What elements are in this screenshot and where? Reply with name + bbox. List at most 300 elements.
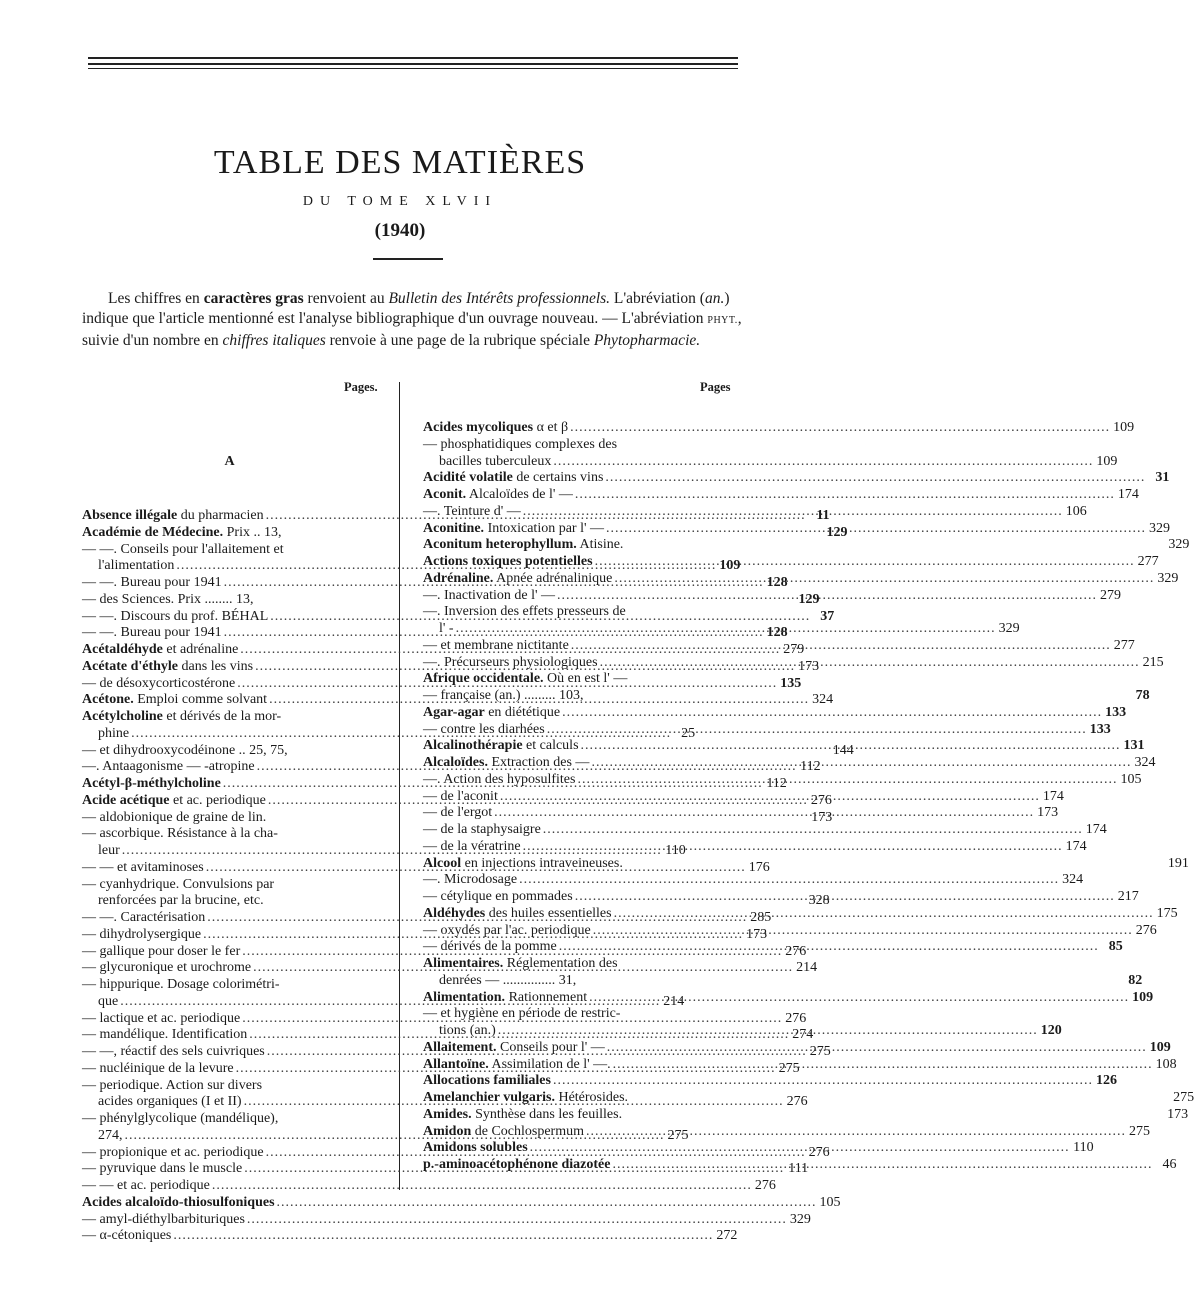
page-number: 173 <box>1167 1106 1189 1122</box>
entry-description: — et hygiène en période de restric- <box>423 1006 621 1022</box>
page-number: 329 <box>789 1211 811 1227</box>
entry-text <box>82 525 281 542</box>
index-entry <box>82 877 377 894</box>
entry-text <box>423 1040 605 1057</box>
leader-dots <box>589 990 1129 1007</box>
entry-text <box>423 856 623 873</box>
entry-description: Atisine. <box>576 537 624 553</box>
entry-description: — française (an.) ......... 103, <box>423 688 584 703</box>
entry-text <box>82 743 288 760</box>
entry-term: Acides mycoliques <box>423 420 534 435</box>
entry-description: — α-cétoniques <box>82 1228 172 1244</box>
entry-text <box>82 877 274 894</box>
leader-dots <box>543 822 1083 839</box>
leader-dots <box>571 638 1111 655</box>
entry-text <box>423 688 584 705</box>
intro-text-bold: caractères gras <box>203 290 304 307</box>
entry-term: Actions toxiques potentielles <box>423 554 593 569</box>
entry-text <box>423 588 555 605</box>
page-number: 324 <box>812 692 834 708</box>
section-letter: A <box>224 454 235 469</box>
entry-description: — — et avitaminoses <box>82 859 204 875</box>
entry-description: du pharmacien <box>177 508 264 523</box>
entry-description: Extraction des — <box>487 755 590 770</box>
intro-text: ) indique que l'article mentionné est l'analyse bibliographique d'un ouvrage nouveau. — L'abréviation <box>82 290 730 327</box>
page-number: 110 <box>665 843 686 858</box>
leader-dots <box>614 571 1154 588</box>
entry-text <box>423 504 521 521</box>
entry-description: — —. Bureau pour 1941 <box>82 575 222 590</box>
entry-text <box>98 558 174 575</box>
leader-dots <box>557 588 1097 605</box>
page-number: 108 <box>1155 1056 1177 1072</box>
leader-dots <box>500 789 1040 806</box>
entry-text <box>82 542 284 559</box>
leader-dots <box>593 923 1133 940</box>
page-number: 128 <box>766 625 788 641</box>
entry-text <box>423 437 617 454</box>
page-number: 214 <box>663 993 685 1009</box>
page-number: 275 <box>1129 1123 1150 1139</box>
entry-description: Apnée adrénalinique <box>493 570 613 586</box>
entry-text <box>423 939 557 956</box>
page-title: TABLE DES MATIÈRES <box>213 144 587 181</box>
page-number: 275 <box>667 1127 689 1143</box>
leader-dots <box>553 454 1093 471</box>
entry-description: —. Inactivation de l' — <box>423 587 555 603</box>
page-number: 37 <box>820 608 835 624</box>
entry-description: — —. Discours du prof. BÉHAL <box>82 608 269 624</box>
top-rule-2 <box>88 63 738 65</box>
entry-description: Alcaloïdes de l' — <box>466 487 573 502</box>
entry-description: Hétérosides. <box>554 1090 629 1105</box>
intro-text: renvoient au <box>303 290 389 307</box>
page-number: 85 <box>1108 939 1123 955</box>
entry-description: Synthèse dans les feuilles. <box>471 1106 623 1122</box>
entry-text <box>423 738 579 755</box>
page-number: 276 <box>754 1178 776 1193</box>
entry-text <box>82 692 267 709</box>
entry-description: — amyl-diéthylbarbituriques <box>82 1211 245 1227</box>
page-number: 105 <box>1120 771 1142 787</box>
leader-dots <box>562 705 1102 722</box>
entry-text <box>82 609 268 626</box>
leader-dots <box>607 1040 1147 1057</box>
entry-term: Alcaloïdes. <box>423 755 488 770</box>
index-entry <box>82 1178 776 1195</box>
page-number: 109 <box>1096 453 1118 469</box>
entry-description: —. Inversion des effets presseurs de <box>423 604 626 620</box>
page-number: 279 <box>1100 587 1121 603</box>
entry-text <box>98 843 120 860</box>
entry-term: Alimentation. <box>423 989 506 1005</box>
intro-text: renvoie à une page de la rubrique spéciale <box>325 332 594 349</box>
entry-term: Acétaldéhyde <box>82 642 163 657</box>
entry-term: Allocations familiales <box>423 1073 551 1089</box>
entry-description: — —. Caractérisation <box>82 910 206 925</box>
entry-text <box>82 575 222 592</box>
entry-text <box>82 1161 242 1178</box>
entry-text <box>439 621 454 638</box>
intro-text: L'abréviation ( <box>610 290 705 307</box>
entry-description: —. Teinture d' — <box>423 503 521 519</box>
leader-dots <box>547 722 1087 739</box>
entry-term: Amidons solubles <box>423 1140 528 1156</box>
entry-text <box>82 1027 247 1044</box>
entry-term: Alimentaires. <box>423 956 504 971</box>
leader-dots <box>523 839 1063 856</box>
page-number: 174 <box>1065 838 1087 854</box>
entry-term: Acides alcaloïdo-thiosulfoniques <box>82 1194 275 1210</box>
entry-description: et adrénaline <box>162 642 239 657</box>
entry-description: que <box>98 993 119 1009</box>
index-entry <box>423 972 1143 990</box>
entry-text <box>423 789 498 806</box>
entry-text <box>82 977 280 994</box>
entry-text <box>423 923 591 940</box>
page-number: 105 <box>819 1194 841 1210</box>
entry-description: et ac. periodique <box>169 792 266 808</box>
page-number: 129 <box>798 591 820 607</box>
page-number: 129 <box>826 524 848 540</box>
index-entry <box>423 554 1159 571</box>
index-entry <box>82 542 377 559</box>
entry-term: Alcalinothérapie <box>423 738 523 754</box>
index-entry <box>423 437 736 454</box>
page-number: 277 <box>1113 637 1135 653</box>
leader-dots <box>581 738 1121 755</box>
entry-description: —. Microdosage <box>423 872 518 888</box>
index-entry <box>423 453 1118 471</box>
index-entry <box>82 1228 738 1245</box>
entry-text <box>439 973 576 990</box>
entry-description: Intoxication par l' — <box>484 520 604 536</box>
page-number: 112 <box>766 776 787 791</box>
entry-description: — cyanhydrique. Convulsions par <box>82 876 275 892</box>
page-number: 173 <box>798 658 820 674</box>
entry-text <box>98 994 118 1011</box>
index-entry <box>82 1111 377 1128</box>
entry-text <box>82 1111 278 1128</box>
index-entry <box>423 487 1139 504</box>
index-entry <box>82 709 377 726</box>
entry-text <box>82 1061 234 1078</box>
entry-text <box>423 772 575 789</box>
entry-text <box>82 776 221 793</box>
entry-description: Conseils pour l' — <box>496 1039 605 1055</box>
leader-dots <box>577 772 1117 789</box>
entry-text <box>82 810 266 827</box>
leader-dots <box>212 1178 752 1195</box>
entry-text <box>98 726 129 743</box>
page-number: 191 <box>1167 855 1189 871</box>
entry-text <box>423 671 627 688</box>
entry-text <box>423 655 598 672</box>
page-number: 109 <box>1113 420 1135 435</box>
entry-description: — — et ac. periodique <box>82 1178 210 1193</box>
entry-description: des huiles essentielles <box>485 905 612 921</box>
page-number: 144 <box>832 742 854 758</box>
entry-text <box>82 960 251 977</box>
index-entry <box>423 537 1190 554</box>
index-entry <box>82 826 377 843</box>
intro-text-italic: Phytopharmacie. <box>593 332 701 349</box>
entry-text <box>82 826 278 843</box>
entry-description: — ascorbique. Résistance à la cha- <box>82 826 278 842</box>
leader-dots <box>575 487 1115 504</box>
entry-text <box>82 659 253 676</box>
entry-description: phine <box>98 725 130 741</box>
page-number: 135 <box>780 675 802 691</box>
index-entry <box>423 838 1087 856</box>
entry-description: —. Action des hyposulfites <box>423 771 576 787</box>
entry-text <box>82 642 238 659</box>
entry-text <box>98 1128 123 1145</box>
leader-dots <box>494 805 1034 822</box>
page-number: 112 <box>800 759 821 775</box>
page-number: 275 <box>809 1044 831 1059</box>
entry-term: Allantoïne. <box>423 1056 489 1072</box>
entry-description: bacilles tuberculeux <box>439 453 552 469</box>
page-number: 109 <box>1149 1039 1171 1055</box>
page-number: 173 <box>746 926 768 942</box>
page-number: 276 <box>1135 922 1157 938</box>
leader-dots <box>605 470 1145 487</box>
entry-text <box>98 893 264 910</box>
page-number: 109 <box>719 558 741 574</box>
leader-dots <box>570 420 1110 437</box>
entry-text <box>423 1140 528 1157</box>
page-number: 285 <box>750 910 772 925</box>
page-number: 328 <box>808 893 830 909</box>
entry-description: Rationnement <box>505 989 588 1005</box>
entry-text <box>423 1057 611 1074</box>
entry-text <box>82 944 240 961</box>
page-number: 176 <box>748 859 770 875</box>
entry-text <box>423 1124 584 1141</box>
entry-text <box>423 1006 620 1023</box>
entry-description: — de la vératrine <box>423 838 521 854</box>
entry-description: l'alimentation <box>98 558 175 574</box>
volume-year: (1940) <box>374 220 426 241</box>
entry-description: Prix .. 13, <box>223 524 282 540</box>
entry-text <box>423 638 569 655</box>
entry-description: — propionique et ac. periodique <box>82 1144 264 1160</box>
entry-text <box>82 676 235 693</box>
entry-description: et dérivés de la mor- <box>162 709 282 724</box>
leader-dots <box>247 1212 787 1229</box>
leader-dots <box>612 1157 1152 1174</box>
leader-dots <box>277 1195 817 1212</box>
entry-text <box>423 1090 628 1107</box>
index-entry <box>423 604 736 621</box>
entry-term: Académie de Médecine. <box>82 524 224 540</box>
entry-text <box>423 1157 610 1174</box>
index-entry <box>423 989 1154 1007</box>
entry-text <box>423 722 545 739</box>
entry-text <box>82 709 281 726</box>
left-pages-header: Pages. <box>344 380 378 394</box>
entry-term: Acétylcholine <box>82 709 163 724</box>
entry-text <box>423 822 541 839</box>
entry-text <box>423 839 521 856</box>
page-number: 276 <box>785 943 807 959</box>
page-number: 277 <box>1137 554 1159 569</box>
entry-text <box>423 990 587 1007</box>
entry-term: Acétyl-β-méthylcholine <box>82 776 221 791</box>
top-rule-1 <box>88 57 738 59</box>
entry-text <box>82 910 205 927</box>
entry-description: et calculs <box>522 738 579 754</box>
entry-text <box>82 508 264 525</box>
entry-text <box>82 625 222 642</box>
leader-dots <box>591 755 1131 772</box>
leader-dots <box>595 554 1135 571</box>
page-number: 82 <box>1128 972 1143 988</box>
intro-text: Les chiffres en <box>108 290 204 307</box>
entry-description: — —, réactif des sels cuivriques <box>82 1044 265 1059</box>
entry-term: Aconit. <box>423 487 467 502</box>
leader-dots <box>575 889 1115 906</box>
page-number: 110 <box>1073 1140 1094 1156</box>
entry-text <box>82 793 266 810</box>
index-entry <box>423 1073 1117 1090</box>
entry-description: l' - <box>439 621 454 636</box>
entry-description: — oxydés par l'ac. periodique <box>423 922 591 938</box>
index-entry <box>423 420 1135 437</box>
leader-dots <box>173 1228 713 1245</box>
entry-description: — de désoxycorticostérone <box>82 675 236 691</box>
index-entry <box>423 822 1107 839</box>
entry-text <box>423 1073 551 1090</box>
page-number: 78 <box>1135 688 1150 703</box>
index-entry <box>423 671 736 688</box>
entry-description: Réglementation des <box>503 956 618 971</box>
entry-term: Acide acétique <box>82 792 170 808</box>
entry-description: — et dihydrooxycodéinone .. 25, 75, <box>82 742 288 758</box>
entry-term: Amidon <box>423 1123 472 1139</box>
index-entry <box>423 1006 736 1023</box>
entry-description: — —. Conseils pour l'allaitement et <box>82 541 284 557</box>
entry-description: — lactique et ac. periodique <box>82 1010 241 1026</box>
entry-description: — dérivés de la pomme <box>423 939 557 955</box>
entry-text <box>82 592 253 609</box>
entry-description: α et β <box>533 420 569 435</box>
page-number: 174 <box>1085 822 1107 837</box>
entry-description: Emploi comme solvant <box>133 692 268 708</box>
page-number: 31 <box>1155 470 1170 486</box>
volume-subtitle: DU TOME XLVII <box>302 194 498 209</box>
index-entry <box>423 805 1059 822</box>
index-entry <box>82 1194 841 1212</box>
entry-description: — periodique. Action sur divers <box>82 1077 263 1093</box>
entry-description: — —. Bureau pour 1941 <box>82 625 222 641</box>
entry-text <box>423 521 604 538</box>
leader-dots <box>613 1057 1153 1074</box>
entry-description: de certains vins <box>512 470 604 486</box>
page-number: 109 <box>1132 989 1154 1005</box>
entry-text <box>82 1044 265 1061</box>
index-entry <box>423 956 736 973</box>
entry-description: 274, <box>98 1127 123 1143</box>
entry-description: en diététique <box>484 704 561 720</box>
entry-text <box>423 705 560 722</box>
entry-text <box>423 1107 622 1124</box>
index-entry <box>423 1123 1150 1141</box>
entry-description: — de la staphysaigre <box>423 822 541 837</box>
entry-text <box>82 860 204 877</box>
entry-description: — et membrane nictitante <box>423 637 569 653</box>
entry-text <box>423 487 573 504</box>
intro-text-italic: Bulletin des Intérêts professionnels. <box>388 290 611 307</box>
entry-description: leur <box>98 843 120 858</box>
entry-term: Afrique occidentale. <box>423 671 544 687</box>
entry-description: —. Antaagonisme — -atropine <box>82 759 255 775</box>
intro-paragraph <box>82 289 742 351</box>
entry-text <box>423 420 568 437</box>
page-number: 128 <box>766 575 788 590</box>
index-entry <box>423 704 1127 722</box>
entry-text <box>82 1228 171 1245</box>
entry-term: Amides. <box>423 1106 472 1122</box>
entry-description: — phénylglycolique (mandélique), <box>82 1111 279 1126</box>
index-entry <box>423 721 1111 739</box>
entry-text <box>423 755 589 772</box>
page-number: 215 <box>1142 654 1164 670</box>
index-entry <box>423 470 1170 487</box>
entry-text <box>82 1178 210 1195</box>
page-number: 276 <box>810 792 832 808</box>
entry-text <box>82 927 201 944</box>
leader-dots <box>553 1073 1093 1090</box>
entry-description: — nucléinique de la levure <box>82 1060 234 1076</box>
page-number: 329 <box>998 621 1020 636</box>
page-number: 272 <box>716 1228 738 1244</box>
leader-dots <box>586 1124 1126 1141</box>
page-number: 25 <box>681 725 696 741</box>
entry-term: Acidité volatile <box>423 470 513 486</box>
entry-description: — hippurique. Dosage colorimétri- <box>82 977 280 992</box>
entry-description: — phosphatidiques complexes des <box>423 436 618 452</box>
leader-dots <box>559 939 1099 956</box>
entry-text <box>423 956 618 973</box>
leader-dots <box>498 1023 1038 1040</box>
entry-term: Acétate d'éthyle <box>82 658 179 674</box>
page-number: 279 <box>783 642 805 657</box>
entry-term: Absence illégale <box>82 508 178 523</box>
entry-term: Aconitum heterophyllum. <box>423 537 577 553</box>
entry-term: Aconitine. <box>423 520 485 536</box>
entry-text <box>423 889 573 906</box>
intro-text: , suivie d'un nombre en <box>82 310 742 349</box>
index-entry <box>82 977 377 994</box>
entry-text <box>423 872 517 889</box>
entry-description: renforcées par la brucine, etc. <box>98 893 264 909</box>
entry-description: Où en est l' — <box>543 671 628 687</box>
index-entry <box>423 872 1084 889</box>
entry-text <box>423 906 612 923</box>
leader-dots <box>519 872 1059 889</box>
index-entry <box>82 625 788 642</box>
page-number: 329 <box>1157 570 1179 586</box>
entry-text <box>82 1078 262 1095</box>
leader-dots <box>614 906 1154 923</box>
entry-term: Adrénaline. <box>423 570 494 586</box>
index-entry <box>82 1211 811 1229</box>
intro-text-smallcaps: PHYT. <box>707 315 738 326</box>
entry-text <box>423 571 612 588</box>
entry-text <box>82 759 255 776</box>
